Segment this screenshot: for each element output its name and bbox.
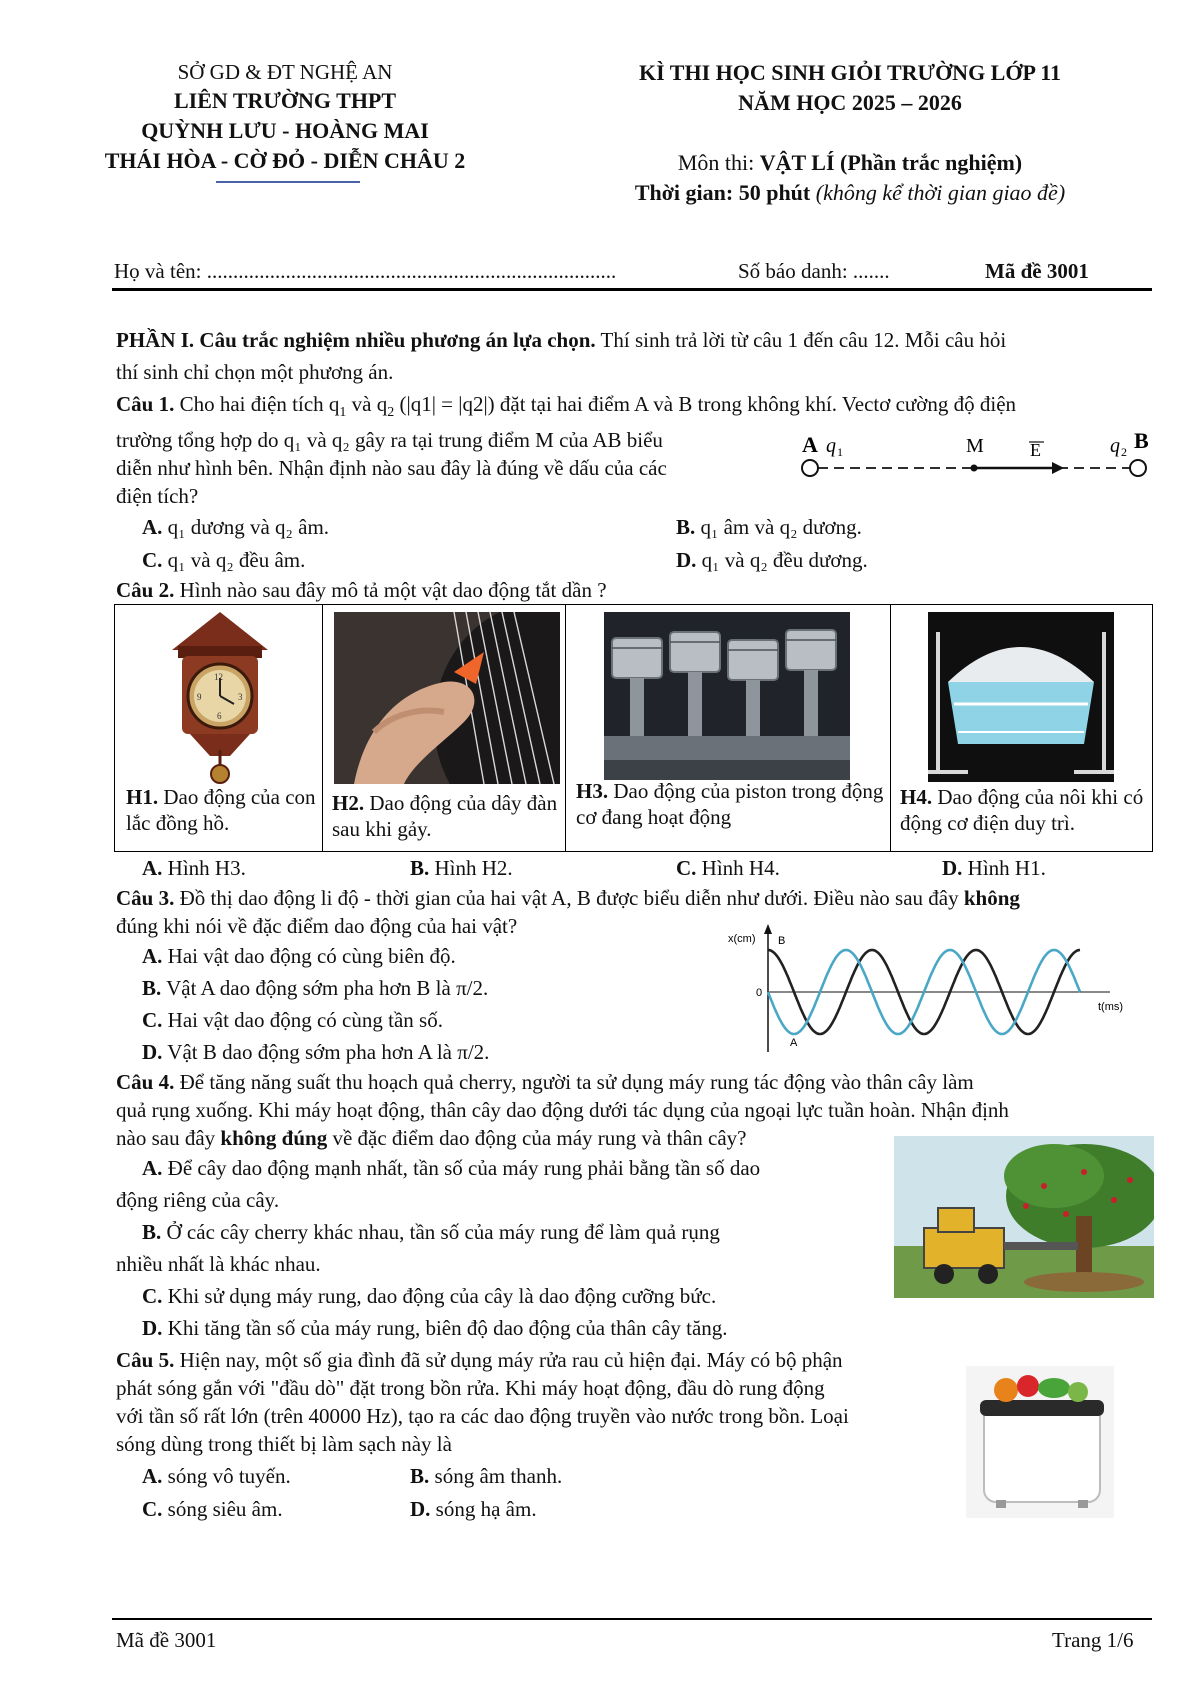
q2-text: Câu 2. Hình nào sau đây mô tả một vật dao động tắt dần ? [116, 578, 607, 602]
y-axis-label: x(cm) [728, 933, 756, 945]
svg-text:3: 3 [238, 692, 243, 702]
charge-q1 [802, 460, 818, 476]
school-line-1: LIÊN TRƯỜNG THPT [173, 88, 397, 113]
header-divider [112, 288, 1152, 291]
header-left [90, 58, 480, 176]
charge-q2 [1130, 460, 1146, 476]
label-E: E [1030, 440, 1041, 460]
label-q2: q [1110, 435, 1120, 457]
header-right [580, 58, 1120, 208]
q5-text-line1: Câu 5. Hiện nay, một số gia đình đã sử dụng máy rửa rau củ hiện đại. Máy có bộ phận [116, 1348, 843, 1372]
school-line-2: QUỲNH LƯU - HOÀNG MAI [141, 118, 429, 143]
vegetable-washer-image [966, 1366, 1114, 1518]
svg-text:1: 1 [837, 445, 843, 459]
page-number: Trang 1/6 [1052, 1628, 1134, 1652]
q5-option-d[interactable]: D. sóng hạ âm. [410, 1497, 537, 1521]
q2-caption-h4: H4. Dao động của nôi khi có động cơ điện duy trì. [900, 785, 1144, 835]
id-line: Số báo danh: ....... [738, 259, 890, 283]
exam-code: Mã đề 3001 [985, 259, 1089, 283]
q1-text-line1: Câu 1. Cho hai điện tích $q_1$ và $q_2$ (|q1| = |q2|) đặt tại hai điểm A và B trong không khí. Vectơ cường độ điện [116, 392, 1017, 421]
q5-text-line2: phát sóng gắn với "đầu dò" đặt trong bồn rửa. Khi máy hoạt động, đầu dò rung động [116, 1376, 825, 1400]
q4-option-c[interactable]: C. Khi sử dụng máy rung, dao động của cây là dao động cưỡng bức. [142, 1284, 717, 1308]
q1-field-diagram [790, 428, 1170, 498]
q4-option-b-cont: nhiều nhất là khác nhau. [116, 1252, 321, 1276]
pendulum-clock-image [160, 610, 280, 785]
part1-desc: thí sinh chỉ chọn một phương án. [116, 360, 394, 384]
q2-option-c[interactable]: C. Hình H4. [676, 856, 780, 880]
footer-divider [112, 1618, 1152, 1620]
q3-option-d[interactable]: D. Vật B dao động sớm pha hơn A là π/2. [142, 1040, 490, 1064]
q1-text-line2: trường tổng hợp do q₁ và q₂ gây ra tại trung điểm M của AB biểu [116, 428, 663, 452]
q3-text-line1: Câu 3. Đồ thị dao động li độ - thời gian của hai vật A, B được biểu diễn như dưới. Điều nào sau đây không [116, 886, 1020, 910]
q2-caption-h3: H3. Dao động của piston trong động cơ đang hoạt động [576, 779, 884, 829]
svg-text:12: 12 [214, 672, 223, 682]
tree-shaker-image [894, 1136, 1154, 1298]
svg-text:6: 6 [217, 711, 222, 721]
origin-label: 0 [756, 987, 763, 999]
q5-text-line3: với tần số rất lớn (trên 40000 Hz), tạo ra các dao động truyền vào nước trong bồn. Loại [116, 1404, 849, 1428]
vector-E-head [1052, 462, 1064, 474]
q4-text-line3: nào sau đây không đúng về đặc điểm dao động của máy rung và thân cây? [116, 1126, 747, 1150]
q4-text-line1: Câu 4. Để tăng năng suất thu hoạch quả cherry, người ta sử dụng máy rung tác động vào thân cây làm [116, 1070, 974, 1094]
q5-option-c[interactable]: C. sóng siêu âm. [142, 1497, 283, 1521]
q4-option-a-cont: động riêng của cây. [116, 1188, 280, 1212]
time-note: (không kể thời gian giao đề) [815, 180, 1066, 205]
series-B-label: B [778, 935, 786, 947]
guitar-image [334, 612, 560, 784]
q3-option-a[interactable]: A. Hai vật dao động có cùng biên độ. [142, 944, 456, 968]
q2-option-a[interactable]: A. Hình H3. [142, 856, 246, 880]
q5-option-b[interactable]: B. sóng âm thanh. [410, 1464, 563, 1488]
q5-option-a[interactable]: A. sóng vô tuyến. [142, 1464, 291, 1488]
header-underline [216, 181, 360, 183]
label-B: B [1134, 428, 1149, 453]
abs-expr: (|q1| = |q2|) [399, 392, 495, 416]
label-M: M [966, 435, 984, 457]
q1-text-line3: diễn như hình bên. Nhận định nào sau đây là đúng về dấu của các [116, 456, 667, 480]
pistons-image [604, 612, 850, 780]
q1-text-line4: điện tích? [116, 484, 199, 508]
department: SỞ GD & ĐT NGHỆ AN [177, 60, 393, 84]
q2-option-b[interactable]: B. Hình H2. [410, 856, 513, 880]
series-A-label: A [790, 1037, 798, 1049]
footer-exam-code: Mã đề 3001 [116, 1628, 217, 1652]
q1-option-a[interactable]: A. q₁ dương và q₂ âm. [142, 515, 330, 539]
q4-text-line2: quả rụng xuống. Khi máy hoạt động, thân cây dao động dưới tác dụng của ngoại lực tuần hoàn. Nhận định [116, 1098, 1009, 1122]
subject: VẬT LÍ (Phần trắc nghiệm) [759, 150, 1023, 175]
exam-title: KÌ THI HỌC SINH GIỎI TRƯỜNG LỚP 11 [639, 60, 1061, 85]
time-line: Thời gian: 50 phút (không kể thời gian giao đề) [634, 180, 1066, 205]
q2-caption-h2: H2. Dao động của dây đàn sau khi gảy. [332, 791, 558, 841]
svg-text:2: 2 [1121, 445, 1127, 459]
q4-option-a[interactable]: A. Để cây dao động mạnh nhất, tần số của máy rung phải bằng tần số dao [142, 1156, 761, 1180]
q5-text-line4: sóng dùng trong thiết bị làm sạch này là [116, 1432, 452, 1456]
q1-option-c[interactable]: C. q₁ và q₂ đều âm. [142, 548, 306, 572]
label-A: A [802, 432, 818, 457]
q3-text-line2: đúng khi nói về đặc điểm dao động của hai vật? [116, 914, 518, 938]
q4-option-b[interactable]: B. Ở các cây cherry khác nhau, tần số của máy rung để làm quả rụng [142, 1220, 720, 1244]
cradle-image [928, 612, 1114, 782]
q2-caption-h1: H1. Dao động của con lắc đồng hồ. [126, 785, 316, 835]
q3-oscillation-chart [720, 922, 1140, 1062]
svg-text:9: 9 [197, 692, 202, 702]
q1-option-d[interactable]: D. q₁ và q₂ đều dương. [676, 548, 868, 572]
q4-option-d[interactable]: D. Khi tăng tần số của máy rung, biên độ dao động của thân cây tăng. [142, 1316, 728, 1340]
subject-line: Môn thi: VẬT LÍ (Phần trắc nghiệm) [677, 150, 1023, 175]
x-axis-label: t(ms) [1098, 1001, 1124, 1013]
school-year: NĂM HỌC 2025 – 2026 [738, 90, 962, 115]
school-line-3: THÁI HÒA - CỜ ĐỎ - DIỄN CHÂU 2 [104, 148, 466, 173]
q2-option-d[interactable]: D. Hình H1. [942, 856, 1046, 880]
name-line: Họ và tên: .............................................................................. [114, 259, 617, 283]
q3-option-c[interactable]: C. Hai vật dao động có cùng tần số. [142, 1008, 443, 1032]
q1-option-b[interactable]: B. q₁ âm và q₂ dương. [676, 515, 862, 539]
label-q1: q [826, 435, 836, 457]
q3-option-b[interactable]: B. Vật A dao động sớm pha hơn B là π/2. [142, 976, 489, 1000]
part1-heading: PHẦN I. Câu trắc nghiệm nhiều phương án lựa chọn. Thí sinh trả lời từ câu 1 đến câu 12. Mỗi câu hỏi [116, 328, 1007, 352]
